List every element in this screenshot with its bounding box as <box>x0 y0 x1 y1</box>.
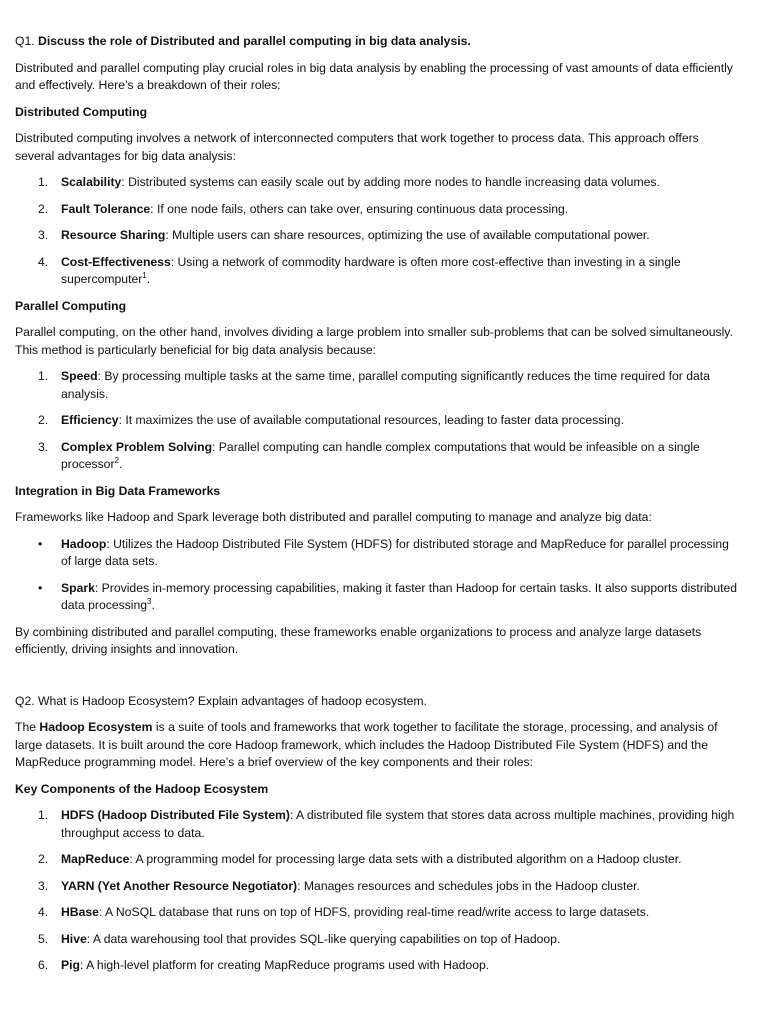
list-number: 3. <box>38 228 49 242</box>
list-term: Spark <box>61 580 95 595</box>
q2-intro-post: is a suite of tools and frameworks that work together to facilitate the storage, processing, and analysis of large datasets. It is built around the core Hadoop framework, which includes the Hadoop Distributed File System (HDFS) and the MapReduce programming model. Here’s a brief overview of the key components and their roles: <box>15 720 718 769</box>
list-item <box>15 580 738 615</box>
list-term: Hadoop <box>61 536 107 551</box>
integration-heading: Integration in Big Data Frameworks <box>15 483 221 498</box>
footnote-ref[interactable]: 1 <box>142 270 147 280</box>
list-item <box>15 807 738 842</box>
list-text: : By processing multiple tasks at the same time, parallel computing significantly reduces the time required for data analysis. <box>61 369 710 401</box>
list-text: : Multiple users can share resources, optimizing the use of available computational power. <box>165 228 650 242</box>
list-number: 2. <box>38 852 49 866</box>
list-text: : Utilizes the Hadoop Distributed File System (HDFS) for distributed storage and MapReduce for parallel processing of large data sets. <box>61 536 729 568</box>
list-number: 5. <box>38 931 49 946</box>
list-number: 4. <box>38 905 49 919</box>
q2-title: Q2. What is Hadoop Ecosystem? Explain advantages of hadoop ecosystem. <box>15 693 427 708</box>
list-text: : Provides in-memory processing capabilities, making it faster than Hadoop for certain tasks. It also supports distributed data processing <box>61 580 738 612</box>
list-number: 1. <box>38 369 49 383</box>
list-item <box>15 412 738 430</box>
list-term: Efficiency <box>61 413 119 427</box>
integration-intro: Frameworks like Hadoop and Spark leverage both distributed and parallel computing to manage and analyze big data: <box>15 510 652 524</box>
list-number: 4. <box>38 254 49 269</box>
list-text: : A high-level platform for creating MapReduce programs used with Hadoop. <box>79 958 490 972</box>
list-item <box>15 851 738 869</box>
list-term: Cost-Effectiveness <box>61 254 171 269</box>
list-term: MapReduce <box>61 852 130 866</box>
list-text: : A data warehousing tool that provides SQL-like querying capabilities on top of Hadoop. <box>86 931 561 946</box>
list-term: Complex Problem Solving <box>61 439 213 454</box>
list-text-end: . <box>118 457 123 471</box>
list-text: : If one node fails, others can take over, ensuring continuous data processing. <box>150 201 569 216</box>
list-term: Pig <box>61 958 80 972</box>
list-item <box>15 904 738 922</box>
integration-conclusion: By combining distributed and parallel computing, these frameworks enable organizations to process and analyze large datasets efficiently, driving insights and innovation. <box>15 624 702 656</box>
bullet-icon: • <box>38 536 43 551</box>
q2-intro <box>15 719 738 772</box>
parallel-list <box>15 368 738 474</box>
list-text: : Using a network of commodity hardware is often more cost-effective than investing in a single supercomputer <box>61 254 681 286</box>
section-gap <box>15 668 738 693</box>
components-list <box>15 807 738 975</box>
q1-question: Discuss the role of Distributed and parallel computing in big data analysis. <box>38 34 471 48</box>
q1-label: Q1. <box>15 34 35 48</box>
list-term: HBase <box>61 905 99 919</box>
integration-list <box>15 536 738 615</box>
list-item <box>15 439 738 474</box>
list-item <box>15 957 738 975</box>
list-text: : A programming model for processing large data sets with a distributed algorithm on a Hadoop cluster. <box>129 852 682 866</box>
list-number: 1. <box>38 175 49 189</box>
bullet-icon: • <box>38 580 43 595</box>
list-item <box>15 368 738 403</box>
footnote-ref[interactable]: 2 <box>114 455 119 465</box>
list-item <box>15 254 738 289</box>
list-text-end: . <box>151 598 155 612</box>
list-number: 3. <box>38 878 49 893</box>
list-text: : Parallel computing can handle complex computations that would be infeasible on a single processor <box>61 439 700 471</box>
list-number: 6. <box>38 958 49 972</box>
q2-intro-pre: The <box>15 720 40 734</box>
list-number: 2. <box>38 413 49 427</box>
list-term: Scalability <box>61 175 122 189</box>
list-item <box>15 878 738 896</box>
list-item <box>15 227 738 245</box>
list-term: Fault Tolerance <box>61 201 151 216</box>
components-heading: Key Components of the Hadoop Ecosystem <box>15 781 269 796</box>
list-text: : A distributed file system that stores data across multiple machines, providing high throughput access to data. <box>61 808 735 840</box>
q1-intro: Distributed and parallel computing play crucial roles in big data analysis by enabling the processing of vast amounts of data efficiently and effectively. Here’s a breakdown of their roles: <box>15 60 733 92</box>
distributed-list <box>15 174 738 289</box>
list-number: 2. <box>38 201 49 216</box>
list-text: : Manages resources and schedules jobs in the Hadoop cluster. <box>297 878 640 893</box>
distributed-intro: Distributed computing involves a network of interconnected computers that work together to process data. This approach offers several advantages for big data analysis: <box>15 131 699 163</box>
list-term: HDFS (Hadoop Distributed File System) <box>61 808 290 822</box>
list-term: Speed <box>61 369 98 383</box>
list-number: 1. <box>38 808 49 822</box>
list-term: YARN (Yet Another Resource Negotiator) <box>61 878 298 893</box>
list-item <box>15 174 738 192</box>
list-text-end: . <box>146 272 151 286</box>
list-term: Resource Sharing <box>61 228 166 242</box>
list-number: 3. <box>38 439 49 454</box>
list-text: : Distributed systems can easily scale out by adding more nodes to handle increasing data volumes. <box>121 175 660 189</box>
list-item <box>15 201 738 219</box>
list-item <box>15 536 738 571</box>
parallel-intro: Parallel computing, on the other hand, involves dividing a large problem into smaller sub-problems that can be solved simultaneously. This method is particularly beneficial for big data analysis because: <box>15 325 733 357</box>
list-item <box>15 931 738 949</box>
q2-intro-term: Hadoop Ecosystem <box>39 720 153 734</box>
list-text: : It maximizes the use of available computational resources, leading to faster data processing. <box>118 413 624 427</box>
parallel-heading: Parallel Computing <box>15 298 127 313</box>
list-term: Hive <box>61 931 87 946</box>
list-text: : A NoSQL database that runs on top of HDFS, providing real-time read/write access to large datasets. <box>98 905 650 919</box>
distributed-heading: Distributed Computing <box>15 104 148 119</box>
footnote-ref[interactable]: 3 <box>147 596 152 606</box>
q1-title <box>15 33 738 51</box>
